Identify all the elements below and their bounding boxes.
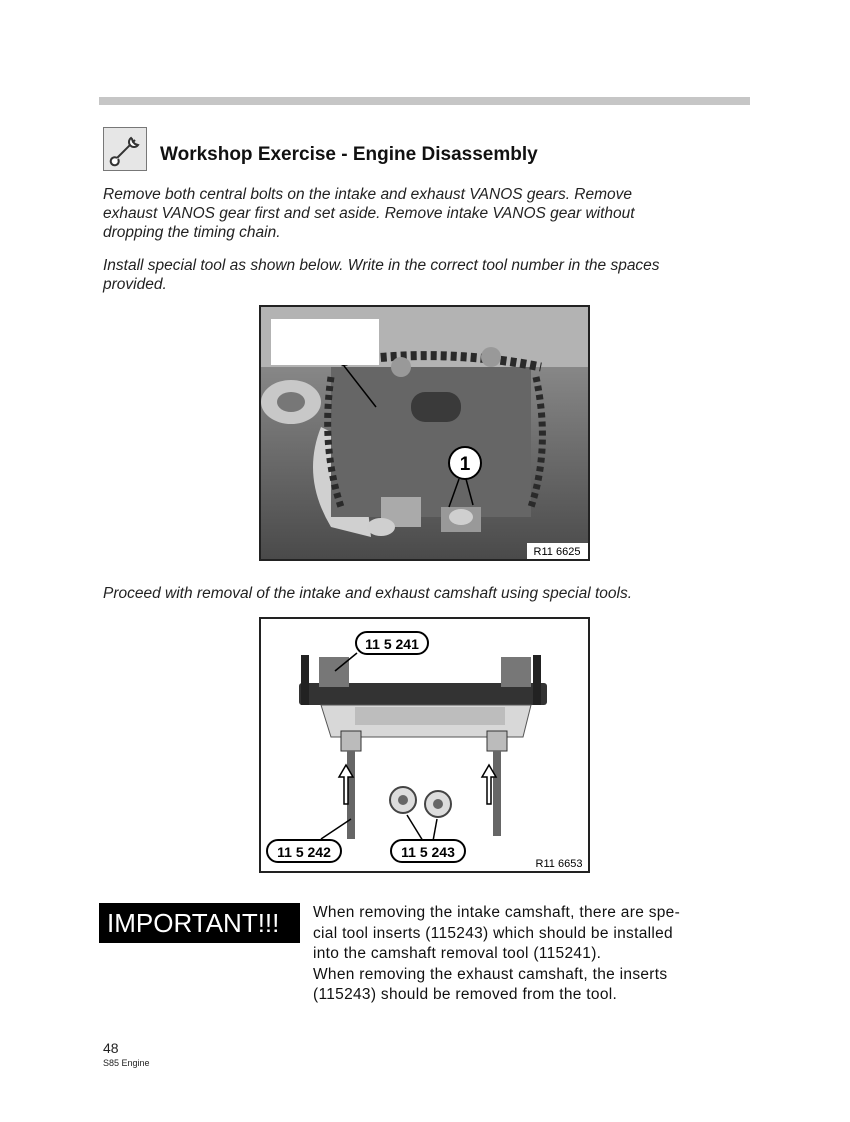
important-note — [313, 903, 733, 1006]
text-line: (115243) should be removed from the tool. — [313, 986, 618, 1003]
tool-label-115241: 11 5 241 — [365, 636, 419, 652]
page-number: 48 — [103, 1040, 119, 1056]
tool-label-115243: 11 5 243 — [401, 844, 455, 860]
answer-blank-box — [271, 319, 379, 365]
tool-label-115242: 11 5 242 — [277, 844, 331, 860]
text-line: cial tool inserts (115243) which should be installed — [313, 924, 673, 942]
text-line: When removing the intake camshaft, there are spe- — [313, 904, 681, 921]
callout-number: 1 — [459, 454, 471, 475]
text-line: exhaust VANOS gear first and set aside. Remove intake VANOS gear without — [103, 205, 635, 222]
wrench-icon — [103, 127, 147, 171]
page-title: Workshop Exercise - Engine Disassembly — [160, 144, 538, 165]
text-line: When removing the exhaust camshaft, the inserts — [313, 965, 668, 983]
important-badge: IMPORTANT!!! — [99, 903, 300, 943]
header-rule — [99, 97, 750, 105]
instruction-paragraph-2 — [103, 256, 660, 294]
text-line: Install special tool as shown below. Write in the correct tool number in the spaces — [103, 257, 660, 274]
footer-section: S85 Engine — [103, 1058, 150, 1068]
text-line: provided. — [103, 276, 167, 293]
text-line: into the camshaft removal tool (115241). — [313, 945, 602, 962]
figure-engine-timing-chain — [259, 305, 590, 561]
figure-code: R11 6625 — [533, 546, 581, 558]
instruction-paragraph-1 — [103, 185, 635, 242]
instruction-paragraph-3: Proceed with removal of the intake and exhaust camshaft using special tools. — [103, 585, 633, 602]
figure-code: R11 6653 — [535, 858, 583, 870]
text-line: dropping the timing chain. — [103, 224, 281, 241]
figure-special-tools — [259, 617, 590, 873]
text-line: Remove both central bolts on the intake and exhaust VANOS gears. Remove — [103, 186, 633, 203]
